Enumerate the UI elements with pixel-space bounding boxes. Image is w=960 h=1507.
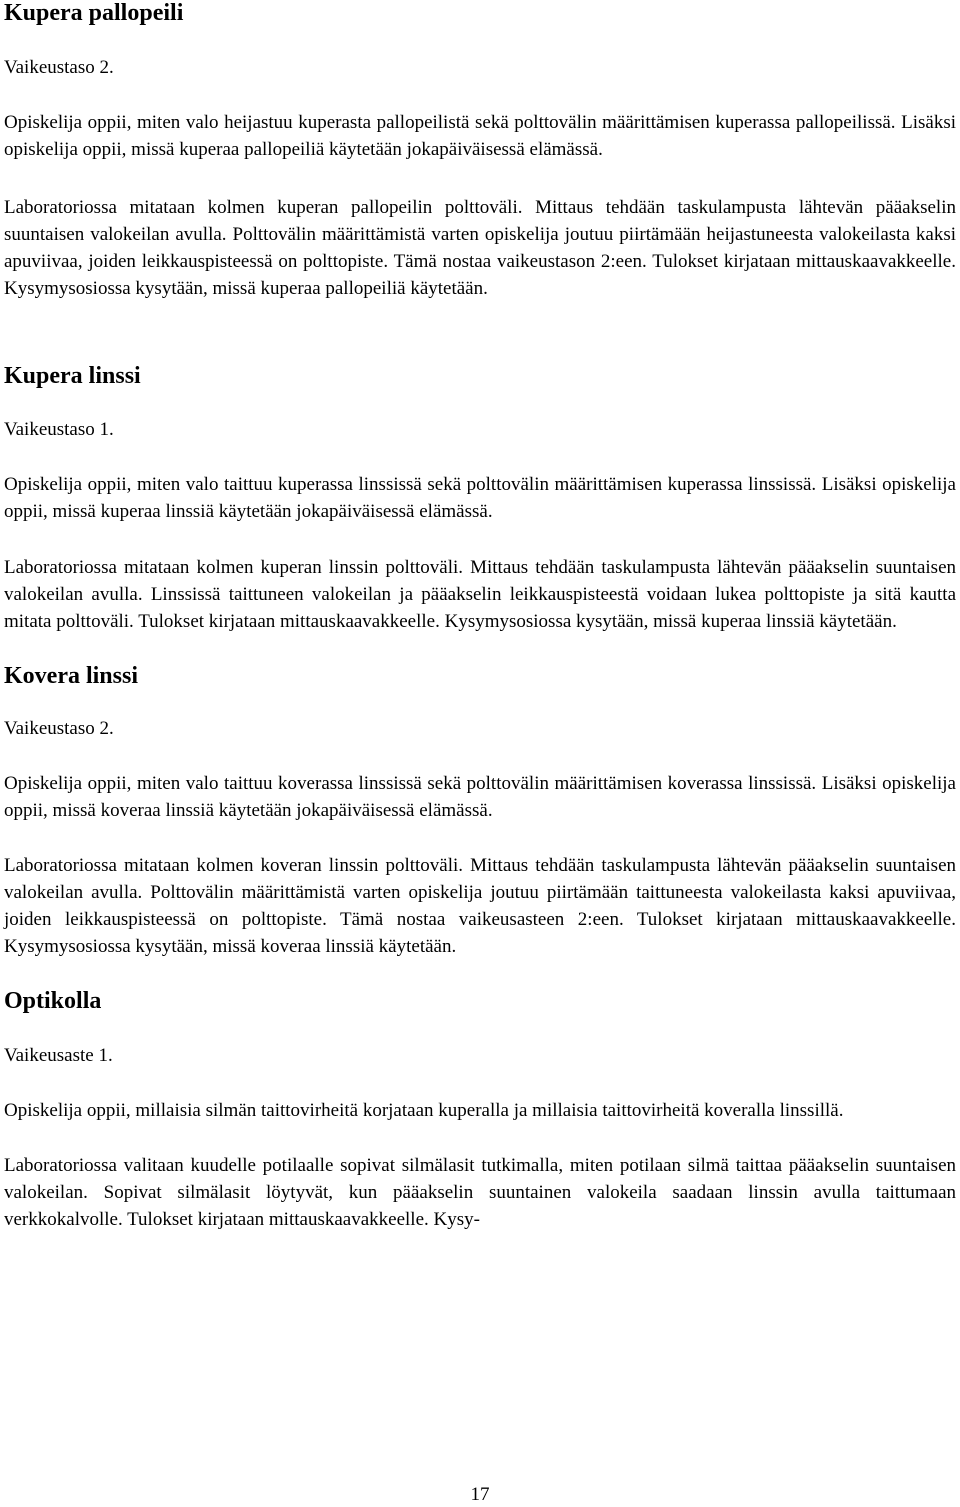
page-number: 17 (470, 1484, 490, 1505)
document-page (4, 0, 956, 1233)
paragraph: Opiskelija oppii, millaisia silmän taittovirheitä korjataan kuperalla ja millaisia taittovirheitä koveralla linssillä. (4, 1100, 844, 1121)
paragraph: Laboratoriossa valitaan kuudelle potilaalle sopivat silmälasit tutkimalla, miten potilaan silmä taittaa pääakselin suuntaisen valokeilan. Sopivat silmälasit löytyvät, kun pääakselin suuntainen valokeila saadaan linssin avulla taittumaan verkkokalvolle. Tulokset kirjataan mittauskaavakkeelle. Kysy- (4, 1155, 956, 1230)
paragraph: Opiskelija oppii, miten valo taittuu kuperassa linssissä sekä polttovälin määrittämisen kuperassa linssissä. Lisäksi opiskelija oppii, missä kuperaa linssiä käytetään jokapäiväisessä elämässä. (4, 474, 956, 522)
difficulty-level: Vaikeustaso 1. (4, 419, 114, 440)
section-title: Optikolla (4, 988, 102, 1014)
section-optikolla (4, 986, 956, 1233)
paragraph: Opiskelija oppii, miten valo heijastuu kuperasta pallopeilistä sekä polttovälin määrittämisen kuperassa pallopeilissä. Lisäksi opiskelija oppii, missä kuperaa pallopeiliä käytetään jokapäiväisessä elämässä. (4, 112, 956, 160)
paragraph: Laboratoriossa mitataan kolmen koveran linssin polttoväli. Mittaus tehdään taskulampusta lähtevän pääakselin suuntaisen valokeilan avulla. Polttovälin määrittämistä varten opiskelija joutuu piirtämään taittuneesta valokeilasta kaksi apuviivaa, joiden leikkauspisteessä on polttopiste. Tämä nostaa vaikeusasteen 2:een. Tulokset kirjataan mittauskaavakkeelle. Kysymysosiossa kysytään, missä koveraa linssiä käytetään. (4, 855, 956, 957)
paragraph: Laboratoriossa mitataan kolmen kuperan pallopeilin polttoväli. Mittaus tehdään taskulampusta lähtevän pääakselin suuntaisen valokeilan avulla. Polttovälin määrittämistä varten opiskelija joutuu piirtämään heijastuneesta valokeilasta kaksi apuviivaa, joiden leikkauspisteessä on polttopiste. Tämä nostaa vaikeustason 2:een. Tulokset kirjataan mittauskaavakkeelle. Kysymysosiossa kysytään, missä kuperaa pallopeiliä käytetään. (4, 197, 956, 299)
section-title: Kupera pallopeili (4, 0, 184, 26)
section-kovera-linssi (4, 661, 956, 960)
paragraph: Laboratoriossa mitataan kolmen kuperan linssin polttoväli. Mittaus tehdään taskulampusta lähtevän pääakselin suuntaisen valokeilan avulla. Linssissä taittuneen valokeilan ja pääakselin leikkauspisteestä voidaan lukea polttopiste ja sitä kautta mitata polttoväli. Tulokset kirjataan mittauskaavakkeelle. Kysymysosiossa kysytään, missä kuperaa linssiä käytetään. (4, 557, 956, 632)
section-kupera-pallopeili (4, 0, 956, 302)
difficulty-level: Vaikeustaso 2. (4, 57, 114, 78)
paragraph: Opiskelija oppii, miten valo taittuu koverassa linssissä sekä polttovälin määrittämisen koverassa linssissä. Lisäksi opiskelija oppii, missä koveraa linssiä käytetään jokapäiväisessä elämässä. (4, 773, 956, 821)
section-title: Kupera linssi (4, 363, 141, 389)
section-kupera-linssi (4, 361, 956, 635)
section-title: Kovera linssi (4, 663, 139, 689)
difficulty-level: Vaikeusaste 1. (4, 1045, 113, 1066)
difficulty-level: Vaikeustaso 2. (4, 718, 114, 739)
